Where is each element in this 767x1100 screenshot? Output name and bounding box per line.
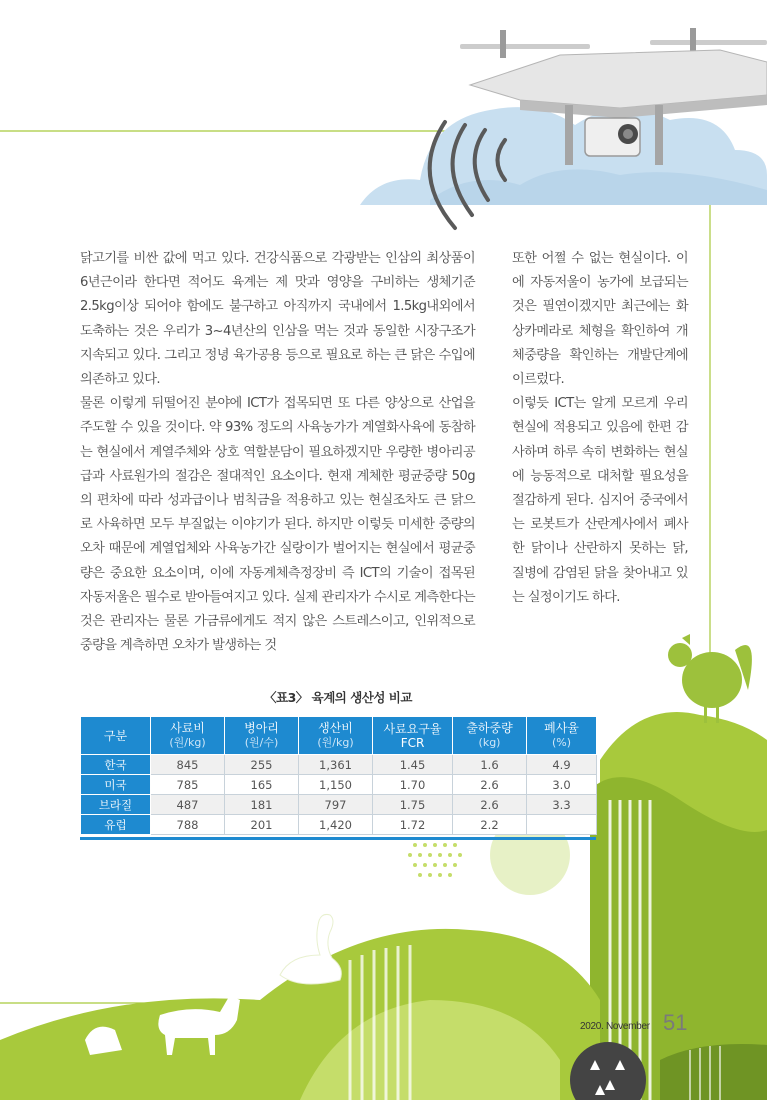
table-title: 〈표3〉 육계의 생산성 비교	[264, 690, 412, 705]
table-cell	[527, 815, 597, 835]
table-cell: 201	[225, 815, 299, 835]
table-cell: 1.6	[453, 755, 527, 775]
table-cell: 3.0	[527, 775, 597, 795]
column-header: 폐사율 (%)	[527, 717, 597, 755]
table-cell: 4.9	[527, 755, 597, 775]
table-header-row	[81, 717, 597, 755]
table-cell: 2.6	[453, 775, 527, 795]
body-paragraph: 물론 이렇게 뒤떨어진 분야에 ICT가 접목되면 또 다른 양상으로 산업을 주도할 수 있을 것이다. 약 93% 정도의 사육농가가 계열화사육에 동참하는 현실에서 계열주체와 상호 역할분담이 필요하겠지만 우량한 병아리공급과 사료원가의 절감은 절대적인 요소이다. 현재 계체한 평균중량 50g의 편차에 따라 성과급이나 범칙금을 적용하고 있는 현실조차도 큰 닭으로 사육하면 모두 부질없는 이야기가 된다. 하지만 이렇듯 미세한 중량의 오차 때문에 계열업체와 사육농가간 실랑이가 벌어지는 현실에서 평균중량은 중요한 요소이며, 이에 자동계체측정장비 즉 ICT의 기술이 접목된 자동저울은 필수로 받아들여지고 있다. 실제 관리자가 수시로 계측한다는 것은 관리자는 물론 가금류에게도 적지 않은 스트레스이고, 인위적으로 중량을 계측하면 오차가 발생하는 것	[80, 396, 475, 654]
page-number: 51	[663, 1010, 688, 1035]
column-header: 출하중량 (kg)	[453, 717, 527, 755]
table-bottom-rule	[80, 837, 596, 840]
column-header: 사료비 (원/kg)	[151, 717, 225, 755]
table-cell: 797	[299, 795, 373, 815]
body-paragraph: 이렇듯 ICT는 알게 모르게 우리 현실에 적용되고 있음에 한편 감사하며 하루 속히 변화하는 현실에 능동적으로 대처할 필요성을 절감하게 된다. 심지어 중국에서는 로봇트가 산란계사에서 폐사한 닭이나 산란하지 못하는 닭, 질병에 감염된 닭을 찾아내고 있는 실정이기도 하다.	[512, 396, 688, 605]
column-header: 생산비 (원/kg)	[299, 717, 373, 755]
body-column-right	[512, 247, 688, 610]
table-cell: 1.45	[373, 755, 453, 775]
column-header: 구분	[81, 717, 151, 755]
table-cell: 2.2	[453, 815, 527, 835]
column-header: 사료요구율 FCR	[373, 717, 453, 755]
table-row	[81, 755, 597, 775]
table-cell: 1,150	[299, 775, 373, 795]
row-header-cell: 미국	[81, 775, 151, 795]
table-cell: 487	[151, 795, 225, 815]
row-header-cell: 브라질	[81, 795, 151, 815]
issue-date: 2020. November	[580, 1021, 650, 1032]
table-cell: 845	[151, 755, 225, 775]
table-cell: 165	[225, 775, 299, 795]
table-cell: 2.6	[453, 795, 527, 815]
table-cell: 1,420	[299, 815, 373, 835]
table-row	[81, 775, 597, 795]
cloud-illustration	[360, 107, 767, 205]
table-cell: 785	[151, 775, 225, 795]
table-row	[81, 795, 597, 815]
table-row	[81, 815, 597, 835]
body-paragraph: 닭고기를 비싼 값에 먹고 있다. 건강식품으로 각광받는 인삼의 최상품이 6년근이라 한다면 적어도 육계는 제 맛과 영양을 구비하는 생체기준 2.5kg이상 되어야 함에도 불구하고 아직까지 국내에서 1.5kg내외에서 도축하는 것은 우리가 3~4년산의 인삼을 먹는 것과 동일한 시장구조가 지속되고 있다. 그리고 정녕 육가공용 등으로 필요로 하는 큰 닭은 수입에 의존하고 있다.	[80, 251, 475, 388]
goose-silhouette	[280, 914, 341, 984]
table-cell: 181	[225, 795, 299, 815]
row-header-cell: 한국	[81, 755, 151, 775]
body-column-left	[80, 247, 475, 658]
table-cell: 1.75	[373, 795, 453, 815]
table-cell: 1.72	[373, 815, 453, 835]
table-cell: 1.70	[373, 775, 453, 795]
table-cell: 3.3	[527, 795, 597, 815]
table-cell: 255	[225, 755, 299, 775]
table-cell: 1,361	[299, 755, 373, 775]
body-paragraph: 또한 어쩔 수 없는 현실이다. 이에 자동저울이 농가에 보급되는 것은 필연이겠지만 최근에는 화상카메라로 체형을 확인하여 개체중량을 확인하는 개발단계에 이르렀다.	[512, 251, 688, 388]
table-cell: 788	[151, 815, 225, 835]
column-header: 병아리 (원/수)	[225, 717, 299, 755]
productivity-table	[80, 716, 597, 835]
row-header-cell: 유럽	[81, 815, 151, 835]
